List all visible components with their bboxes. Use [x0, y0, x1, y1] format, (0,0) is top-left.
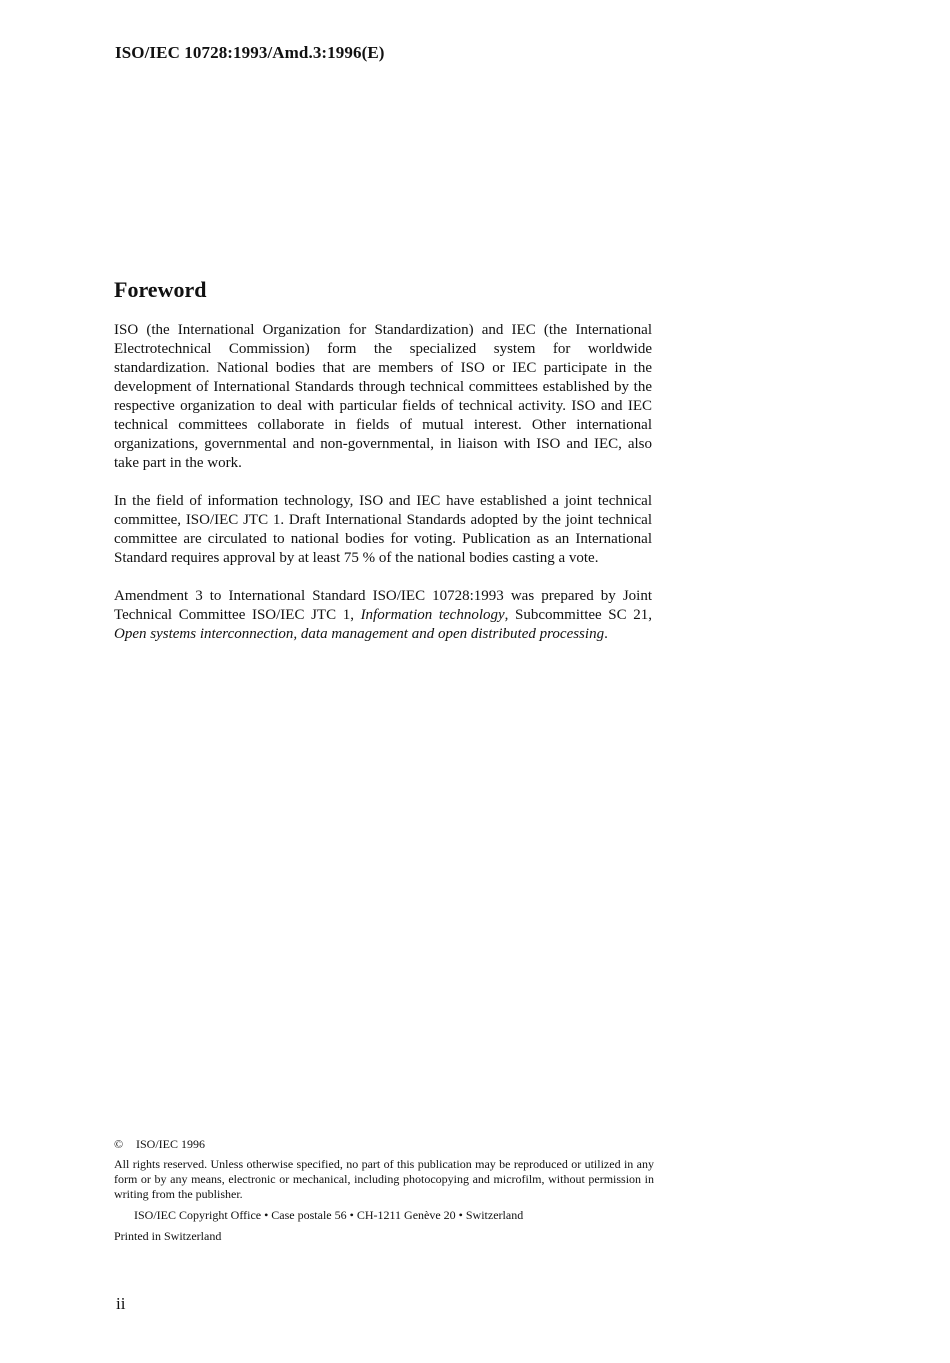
amendment-text-2: , Subcommittee SC 21,	[504, 607, 652, 623]
page-number: ii	[116, 1294, 126, 1313]
copyright-symbol: ©	[114, 1137, 124, 1151]
copyright-owner: ISO/IEC 1996	[136, 1137, 205, 1151]
rights-statement: All rights reserved. Unless otherwise specified, no part of this publication may be reproduced or utilized in any form or by any means, electronic or mechanical, including photocopying and microfilm, without permission in writing from the publisher.	[114, 1157, 654, 1201]
foreword-title: Foreword	[114, 277, 207, 302]
amendment-subcommittee-title: Open systems interconnection, data management and open distributed processing	[114, 626, 605, 642]
amendment-text-3: .	[604, 626, 608, 642]
amendment-text-1: Amendment 3 to International Standard ISO/IEC 10728:1993 was prepared by Joint Technical Committee ISO/IEC JTC 1,	[114, 588, 652, 623]
paragraph-amendment	[114, 587, 652, 644]
copyright-office-address: ISO/IEC Copyright Office • Case postale 56 • CH-1211 Genève 20 • Switzerland	[134, 1208, 524, 1222]
paragraph-joint-committee: In the field of information technology, ISO and IEC have established a joint technical committee, ISO/IEC JTC 1. Draft International Standards adopted by the joint technical committee are circulated to national bodies for voting. Publication as an International Standard requires approval by at least 75 % of the national bodies casting a vote.	[114, 493, 652, 566]
printed-in: Printed in Switzerland	[114, 1229, 222, 1243]
copyright-block	[114, 1137, 654, 1244]
document-identifier: ISO/IEC 10728:1993/Amd.3:1996(E)	[115, 43, 385, 62]
amendment-committee-title: Information technology	[360, 607, 505, 623]
foreword-body	[114, 321, 652, 663]
paragraph-organizations: ISO (the International Organization for Standardization) and IEC (the International Electrotechnical Commission) form the specialized system for worldwide standardization. National bodies that are members of ISO or IEC participate in the development of International Standards through technical committees established by the respective organization to deal with particular fields of technical activity. ISO and IEC technical committees collaborate in fields of mutual interest. Other international organizations, governmental and non-governmental, in liaison with ISO and IEC, also take part in the work.	[114, 322, 652, 471]
copyright-line	[114, 1137, 654, 1152]
